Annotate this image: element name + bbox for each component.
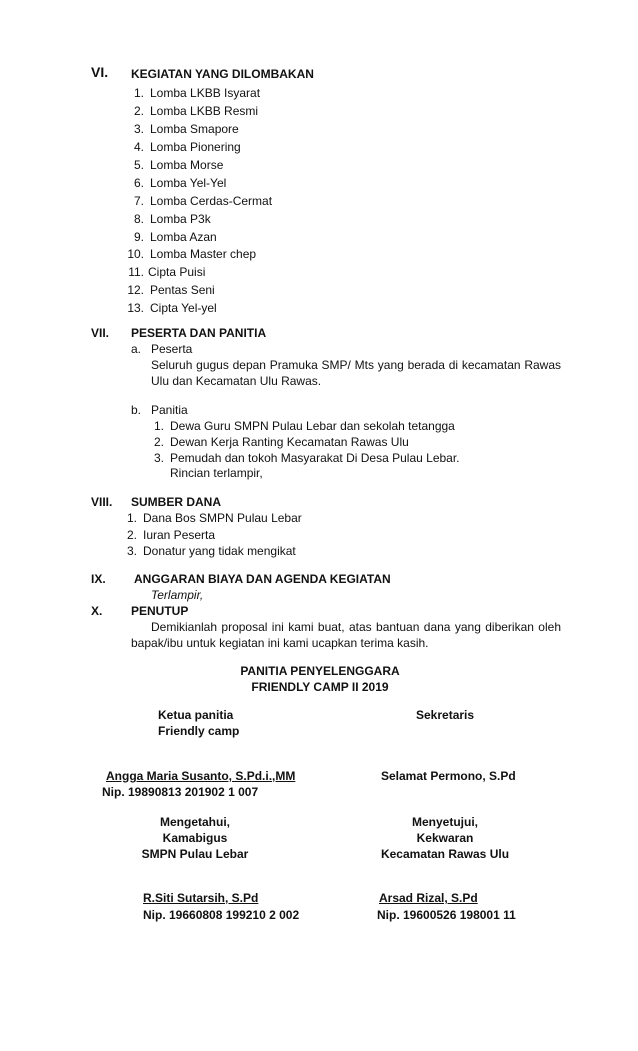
acknowledge-role: Kamabigus bbox=[162, 831, 228, 845]
list-item: 2. Lomba LKBB Resmi bbox=[133, 104, 259, 118]
approve-org: Kecamatan Rawas Ulu bbox=[380, 847, 510, 861]
list-item: 13. Cipta Yel-yel bbox=[127, 301, 217, 315]
list-item: 10. Lomba Master chep bbox=[127, 247, 257, 261]
list-item: 7. Lomba Cerdas-Cermat bbox=[133, 194, 273, 208]
list-item: 1. Dewa Guru SMPN Pulau Lebar dan sekolah tetangga bbox=[153, 419, 455, 433]
list-item: 12. Pentas Seni bbox=[127, 283, 215, 297]
section-vi-numeral: VI. bbox=[91, 64, 109, 80]
participants-text: Seluruh gugus depan Pramuka SMP/ Mts yang berada di kecamatan Rawas Ulu dan Kecamatan Ulu Rawas. bbox=[151, 358, 561, 388]
kamabigus-nip: Nip. 19660808 199210 2 002 bbox=[143, 908, 300, 922]
list-item: 1. Lomba LKBB Isyarat bbox=[133, 86, 261, 100]
closing-text: Demikianlah proposal ini kami buat, atas bantuan dana yang diberikan oleh bapak/ibu untuk kegiatan ini kami ucapkan terima kasih. bbox=[131, 620, 561, 650]
list-item: 5. Lomba Morse bbox=[133, 158, 224, 172]
budget-note: Terlampir, bbox=[151, 588, 204, 602]
section-vii-title: PESERTA DAN PANITIA bbox=[131, 326, 267, 340]
list-item: 2. Dewan Kerja Ranting Kecamatan Rawas Ulu bbox=[153, 435, 409, 449]
chairman-title: Ketua panitia bbox=[158, 708, 234, 722]
kwaran-nip: Nip. 19600526 198001 11 bbox=[377, 908, 516, 922]
acknowledge-org: SMPN Pulau Lebar bbox=[141, 847, 249, 861]
list-item: 9. Lomba Azan bbox=[133, 230, 217, 244]
committee-title: PANITIA PENYELENGGARA bbox=[240, 664, 400, 678]
secretary-name: Selamat Permono, S.Pd bbox=[381, 769, 516, 783]
chairman-name: Angga Maria Susanto, S.Pd.i.,MM bbox=[106, 769, 296, 783]
section-vi-title: KEGIATAN YANG DILOMBAKAN bbox=[131, 67, 314, 81]
chairman-subtitle: Friendly camp bbox=[158, 724, 240, 738]
section-x-title: PENUTUP bbox=[131, 604, 189, 618]
subsection-a-title: Peserta bbox=[151, 342, 193, 356]
section-viii-numeral: VIII. bbox=[91, 495, 113, 509]
section-vii-numeral: VII. bbox=[91, 326, 110, 340]
list-item: 3. Lomba Smapore bbox=[133, 122, 239, 136]
chairman-nip: Nip. 19890813 201902 1 007 bbox=[102, 785, 259, 799]
committee-event: FRIENDLY CAMP II 2019 bbox=[251, 680, 389, 694]
section-viii-title: SUMBER DANA bbox=[131, 495, 221, 509]
kwaran-name: Arsad Rizal, S.Pd bbox=[379, 891, 478, 905]
secretary-title: Sekretaris bbox=[416, 708, 475, 722]
acknowledge-title: Mengetahui, bbox=[159, 815, 230, 829]
section-ix-numeral: IX. bbox=[91, 572, 106, 586]
list-item: 4. Lomba Pionering bbox=[133, 140, 241, 154]
committee-note: Rincian terlampir, bbox=[170, 466, 263, 480]
list-item: 11. Cipta Puisi bbox=[128, 265, 206, 279]
list-item: 6. Lomba Yel-Yel bbox=[133, 176, 227, 190]
approve-title: Menyetujui, bbox=[411, 815, 478, 829]
subsection-b-label: b. bbox=[131, 403, 142, 417]
approve-role: Kekwaran bbox=[416, 831, 474, 845]
list-item: 3. Pemudah dan tokoh Masyarakat Di Desa Pulau Lebar. bbox=[153, 451, 460, 465]
section-ix-title: ANGGARAN BIAYA DAN AGENDA KEGIATAN bbox=[134, 572, 391, 586]
list-item: 8. Lomba P3k bbox=[133, 212, 211, 226]
list-item: 1. Dana Bos SMPN Pulau Lebar bbox=[126, 511, 302, 525]
subsection-b-title: Panitia bbox=[151, 403, 188, 417]
kamabigus-name: R.Siti Sutarsih, S.Pd bbox=[143, 891, 259, 905]
subsection-a-label: a. bbox=[131, 342, 142, 356]
section-x-numeral: X. bbox=[91, 604, 103, 618]
list-item: 3. Donatur yang tidak mengikat bbox=[126, 544, 296, 558]
list-item: 2. Iuran Peserta bbox=[126, 528, 216, 542]
